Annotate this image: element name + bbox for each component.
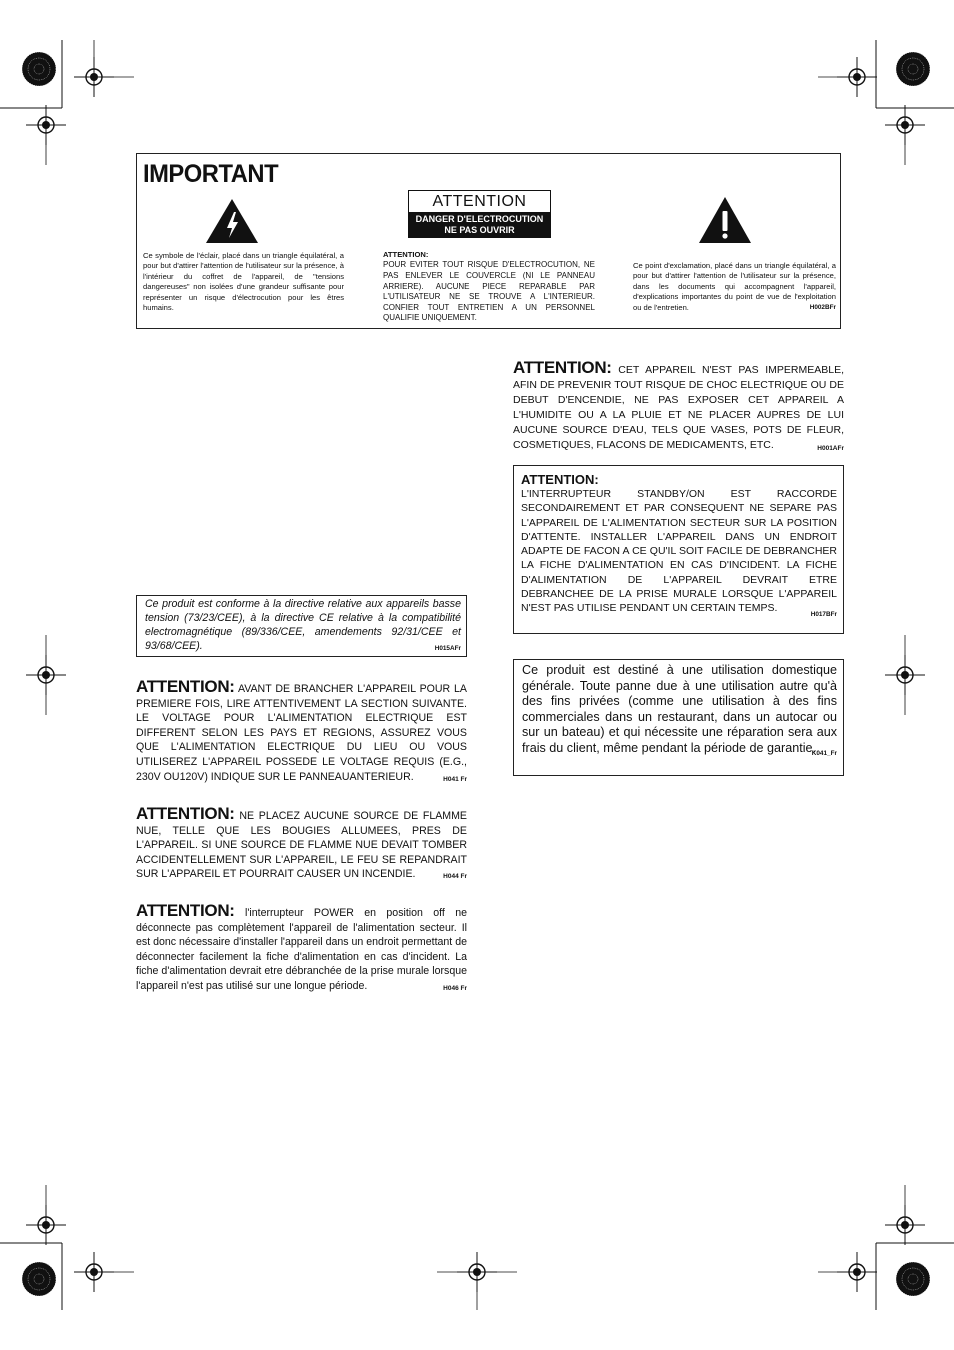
conformity-code: H015AFr <box>434 645 461 652</box>
flame-warning-code: H044 Fr <box>443 873 467 881</box>
flame-warning-text: NE PLACEZ AUCUNE SOURCE DE FLAMME NUE, TELLE QUE LES BOUGIES ALLUMEES, PRES DE L'APPAREIL. SI UNE SOURCE DE FLAMME NUE DEVAIT TOMBER ACCIDENTELLEMENT SUR L'APPAREIL, LE FEU SE REPANDRAIT SUR L'APPAREIL ET POURRAIT CAUSER UN INCENDIE. <box>136 810 467 881</box>
registration-mark-icon <box>837 1252 877 1292</box>
water-warning-code: H001AFr <box>817 445 844 452</box>
registration-mark-icon <box>26 655 66 695</box>
center-warning-title: ATTENTION: <box>383 250 429 259</box>
domestic-use-box <box>513 659 844 776</box>
exclamation-explanation <box>633 261 836 313</box>
registration-mark-icon <box>26 1205 66 1245</box>
lightning-explanation: Ce symbole de l'éclair, placé dans un triangle équilatéral, a pour but d'attirer l'attention de l'utilisateur sur la présence, à l'intérieur du coffret de l'appareil, de "tensions dangereuses" non isolées d'une grandeur suffisante pour représenter un risque d'électrocution pour les êtres humains. <box>143 251 344 313</box>
registration-mark-icon <box>74 1252 114 1292</box>
conformity-box <box>136 595 467 657</box>
flame-warning <box>136 804 467 885</box>
registration-starburst-icon <box>22 1262 56 1296</box>
water-warning-heading: ATTENTION: <box>513 358 612 377</box>
attention-label-line-1: DANGER D'ELECTROCUTION <box>415 214 544 224</box>
standby-code: H017BFr <box>810 610 837 618</box>
registration-starburst-icon <box>22 52 56 86</box>
power-switch-warning-code: H046 Fr <box>443 984 467 992</box>
exclamation-code: H002BFr <box>809 303 836 311</box>
important-box <box>136 153 841 329</box>
lightning-triangle-icon <box>205 198 259 244</box>
center-warning <box>383 250 595 324</box>
registration-mark-icon <box>74 57 114 97</box>
registration-mark-icon <box>885 105 925 145</box>
power-switch-warning <box>136 901 467 997</box>
standby-heading: ATTENTION: <box>521 472 599 487</box>
attention-label-bottom <box>409 212 550 237</box>
registration-mark-icon <box>26 105 66 145</box>
registration-mark-icon <box>885 655 925 695</box>
registration-mark-icon <box>457 1252 497 1292</box>
registration-mark-icon <box>837 57 877 97</box>
attention-label-line-2: NE PAS OUVRIR <box>444 225 515 235</box>
domestic-use-code: K041_Fr <box>811 749 837 757</box>
center-warning-text: POUR EVITER TOUT RISQUE D'ELECTROCUTION, NE PAS ENLEVER LE COUVERCLE (NI LE PANNEAU ARRIERE). AUCUNE PIECE REPARABLE PAR L'UTILISATEUR NE SE TROUVE A L'INTERIEUR. CONFIER TOUT ENTRETIEN A UN PERSONNEL QUALIFIE UNIQUEMENT. <box>383 260 595 323</box>
attention-label-top: ATTENTION <box>432 193 527 210</box>
water-warning-text: CET APPAREIL N'EST PAS IMPERMEABLE, AFIN DE PREVENIR TOUT RISQUE DE CHOC ELECTRIQUE OU DE DEBUT D'ENCENDIE, NE PAS EXPOSER CET APPAREIL A L'HUMIDITE OU A LA PLUIE ET NE PLACER AUPRES DE LUI AUCUNE SOURCE D'EAU, TELS QUE VASES, POTS DE FLEUR, COSMETIQUES, FLACONS DE MEDICAMENTS, ETC. <box>513 364 844 451</box>
exclamation-text: Ce point d'exclamation, placé dans un triangle équilatéral, a pour but d'attirer l'attention de l'utilisateur sur la présence, dans les documents qui accompagnent l'appareil, d'explications importantes du point de vue de l'exploitation ou de l'entretien. <box>633 261 836 312</box>
power-switch-warning-text: l'interrupteur POWER en position off ne déconnecte pas complètement l'appareil de l'alimentation secteur. Il est donc nécessaire d'installer l'appareil dans un endroit permettant de déconnecter facilement la fiche d'alimentation en cas d'incident. La fiche d'alimentation devrait etre débranchée de la prise murale lorsque l'appareil n'est pas utilisé sur une longue période. <box>136 907 467 992</box>
registration-starburst-icon <box>896 52 930 86</box>
flame-warning-heading: ATTENTION: <box>136 804 235 823</box>
voltage-warning-code: H041 Fr <box>443 775 467 783</box>
registration-mark-icon <box>885 1205 925 1245</box>
standby-text: L'INTERRUPTEUR STANDBY/ON EST RACCORDE SECONDAIREMENT ET PAR CONSEQUENT NE SEPARE PAS L'APPAREIL DE L'ALIMENTATION SECTEUR SUR LA POSITION D'ATTENTE. INSTALLER L'APPAREIL DANS UN ENDROIT ADAPTE DE FACON A CE QU'IL SOIT FACILE DE DEBRANCHER LA FICHE D'ALIMENTATION EN CAS D'INCIDENT. LA FICHE D'ALIMENTATION DE L'APPAREIL DEVRAIT ETRE DEBRANCHEE DE LA PRISE MURALE LORSQUE L'APPAREIL N'EST PAS UTILISE PENDANT UN CERTAIN TEMPS. <box>521 488 837 615</box>
voltage-warning-heading: ATTENTION: <box>136 677 235 696</box>
exclamation-triangle-icon <box>698 196 752 244</box>
attention-label <box>408 190 551 238</box>
important-title: IMPORTANT <box>143 160 279 188</box>
domestic-use-text: Ce produit est destiné à une utilisation domestique générale. Toute panne due à une utilisation autre qu'à des fins privées (comme une utilisation à des fins commerciales dans un restaurant, dans un autocar ou sur un bateau) et qui nécessite une réparation sera aux frais du client, même pendant la période de garantie. <box>522 663 837 755</box>
power-switch-warning-heading: ATTENTION: <box>136 901 235 920</box>
conformity-text: Ce produit est conforme à la directive relative aux appareils basse tension (73/23/CEE), à la directive CE relative à la compatibilité electromagnétique (89/336/CEE, amendements 92/31/CEE et 93/68/CEE). <box>145 598 461 652</box>
water-warning <box>513 360 844 456</box>
voltage-warning <box>136 677 467 787</box>
registration-starburst-icon <box>896 1262 930 1296</box>
standby-box <box>513 465 844 634</box>
voltage-warning-text: AVANT DE BRANCHER L'APPAREIL POUR LA PREMIERE FOIS, LIRE ATTENTIVEMENT LA SECTION SUIVANTE. LE VOLTAGE POUR L'ALIMENTATION ELECTRIQUE EST DIFFERENT SELON LES PAYS ET REGIONS, ASSUREZ VOUS QUE L'ALIMENTATION ELECTRIQUE DU LIEU OU VOUS UTILISEREZ L'APPAREIL POSSEDE LE VOLTAGE REQUIS (E.G., 230V OU120V) INDIQUE SUR LE PANNEAUANTERIEUR. <box>136 683 467 783</box>
